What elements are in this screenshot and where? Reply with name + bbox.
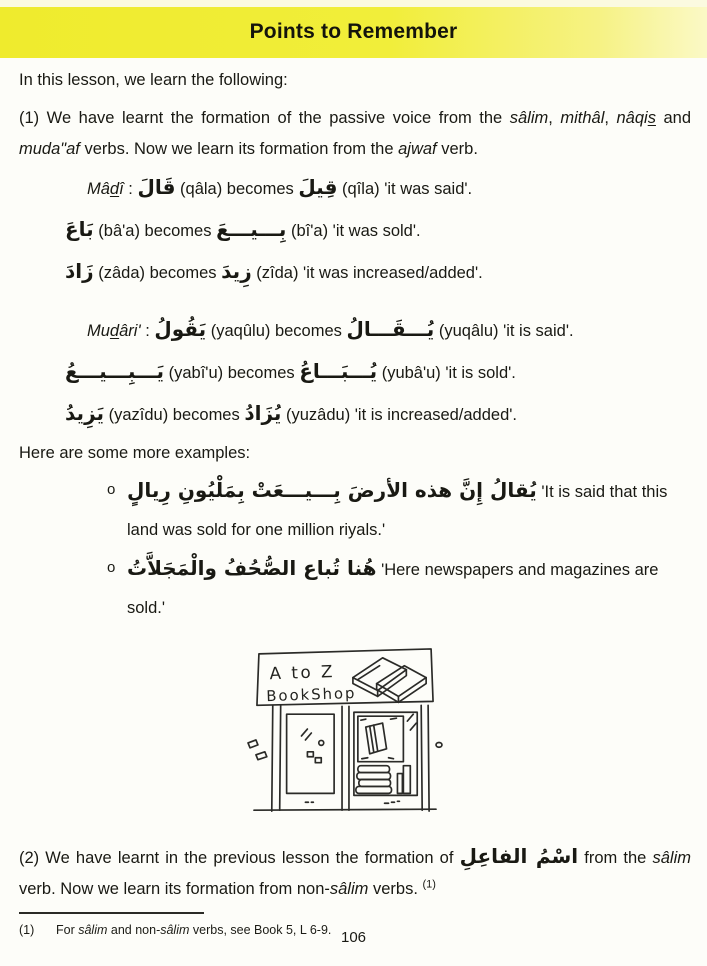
text-segment: (yazîdu) becomes — [104, 406, 245, 424]
text-segment: (1) We have learnt the formation of the passive voice from the — [19, 109, 510, 127]
pebble-icons — [248, 740, 442, 760]
text-segment: (2) We have learnt in the previous lesson the formation of — [19, 849, 460, 867]
text-segment: verbs, see Book 5, L 6-9. — [189, 923, 332, 937]
text-segment: اسْمُ الفاعِلِ — [459, 844, 579, 868]
page-title: Points to Remember — [249, 20, 458, 43]
madi-examples-block — [65, 167, 691, 293]
mudari-line-2 — [65, 351, 691, 393]
text-segment: and — [655, 109, 692, 127]
text-segment: يُزَادُ — [244, 401, 282, 425]
text-segment: (yuzâdu) 'it is increased/added'. — [281, 406, 517, 424]
text-segment: بِـــيـــعَ — [216, 217, 287, 241]
text-segment: âri' — [119, 322, 141, 340]
text-segment: (1) — [422, 878, 436, 891]
text-segment: nâqi — [616, 109, 648, 127]
text-segment: يُـــقَـــالُ — [346, 317, 435, 341]
text-segment: verbs. — [368, 880, 423, 898]
list-item — [19, 471, 691, 549]
paragraph-1 — [19, 103, 691, 165]
text-segment: muda"af — [19, 140, 80, 158]
text-segment: verb. — [436, 140, 478, 158]
paragraph-2 — [19, 841, 691, 905]
bullet-marker: o — [107, 559, 116, 576]
text-segment: Mâ — [87, 180, 110, 198]
text-segment: s — [647, 109, 656, 127]
text-segment: sâlim — [329, 880, 369, 898]
examples-heading: Here are some more examples: — [19, 444, 251, 462]
text-segment: For — [56, 923, 79, 937]
book-stack-icon — [356, 766, 410, 794]
text-segment: يَقُولُ — [154, 317, 207, 341]
bullet-text — [127, 478, 668, 539]
text-segment: î — [119, 180, 124, 198]
text-segment: (bî'a) 'it was sold'. — [286, 222, 421, 240]
footnote-marker: (1) — [19, 923, 35, 937]
text-segment: sâlim — [652, 849, 691, 867]
text-segment: , — [548, 109, 561, 127]
text-segment: d — [109, 322, 120, 340]
text-segment: قِيلَ — [298, 175, 338, 199]
text-segment: 'It is said that this land was sold for one million riyals.' — [127, 483, 668, 539]
text-segment: يَزِيدُ — [65, 401, 105, 425]
mudari-line-3 — [65, 393, 691, 435]
list-item — [19, 549, 691, 627]
text-segment: (zîda) 'it was increased/added'. — [251, 264, 483, 282]
text-segment: بَاعَ — [65, 217, 94, 241]
page-content — [19, 58, 691, 937]
bullet-text — [127, 556, 659, 617]
text-segment: هُنا تُباع الصُّحُفُ والْمَجَلاَّتُ — [127, 556, 377, 580]
text-segment: ajwaf — [398, 140, 437, 158]
footnote-rule — [19, 912, 204, 914]
text-segment: , — [604, 109, 617, 127]
bookshop-illustration — [245, 640, 445, 828]
text-segment: and non- — [107, 923, 161, 937]
ground-line — [254, 809, 436, 810]
mudari-examples-block — [65, 309, 691, 435]
bookshop-sketch — [245, 640, 445, 828]
text-segment: (zâda) becomes — [93, 264, 222, 282]
intro-paragraph: In this lesson, we learn the following: — [19, 71, 288, 89]
page-number: 106 — [340, 929, 367, 946]
text-segment: (qîla) 'it was said'. — [337, 180, 473, 198]
text-segment: يَـــبِـــيـــعُ — [65, 359, 165, 383]
mudari-line-1 — [87, 309, 691, 351]
madi-line-1 — [87, 167, 691, 209]
text-segment: زِيدَ — [221, 259, 252, 283]
text-segment: زَادَ — [65, 259, 94, 283]
text-segment: verbs. Now we learn its formation from the — [79, 140, 399, 158]
shop-door — [287, 714, 334, 793]
madi-line-3 — [65, 251, 691, 293]
text-segment: (yuqâlu) 'it is said'. — [434, 322, 574, 340]
ground-dots — [305, 801, 399, 803]
text-segment: (yubâ'u) 'it is sold'. — [377, 364, 516, 382]
text-segment: mithâl — [560, 109, 605, 127]
text-segment: verb. Now we learn its formation from non- — [19, 880, 330, 898]
text-segment: يُقالُ إِنَّ هذه الأرضَ بِـــيـــعَتْ بِمَلْيُونِ رِيالٍ — [127, 478, 537, 502]
display-book-icon — [358, 716, 404, 762]
sign-books-icon — [353, 658, 426, 703]
text-segment: from the — [578, 849, 653, 867]
shop-window — [354, 712, 417, 795]
text-segment: sâlim — [509, 109, 549, 127]
text-segment: Mu — [87, 322, 110, 340]
text-segment: 'Here newspapers and magazines are sold.' — [127, 561, 659, 617]
text-segment: (qâla) becomes — [175, 180, 299, 198]
sign-text-line2: BookShop — [266, 684, 357, 706]
text-segment: قَالَ — [137, 175, 176, 199]
text-segment: d — [109, 180, 120, 198]
text-segment: يُـــبَـــاعُ — [299, 359, 378, 383]
header-band — [0, 7, 707, 58]
examples-list — [19, 471, 691, 627]
bullet-marker: o — [107, 481, 116, 498]
text-segment: sâlim — [160, 923, 190, 937]
text-segment: (yaqûlu) becomes — [206, 322, 347, 340]
madi-line-2 — [65, 209, 691, 251]
text-segment: : — [123, 180, 138, 198]
text-segment: (yabî'u) becomes — [164, 364, 300, 382]
text-segment: sâlim — [78, 923, 108, 937]
text-segment: : — [140, 322, 155, 340]
sign-text-line1: A to Z — [269, 660, 336, 684]
text-segment: (bâ'a) becomes — [93, 222, 217, 240]
